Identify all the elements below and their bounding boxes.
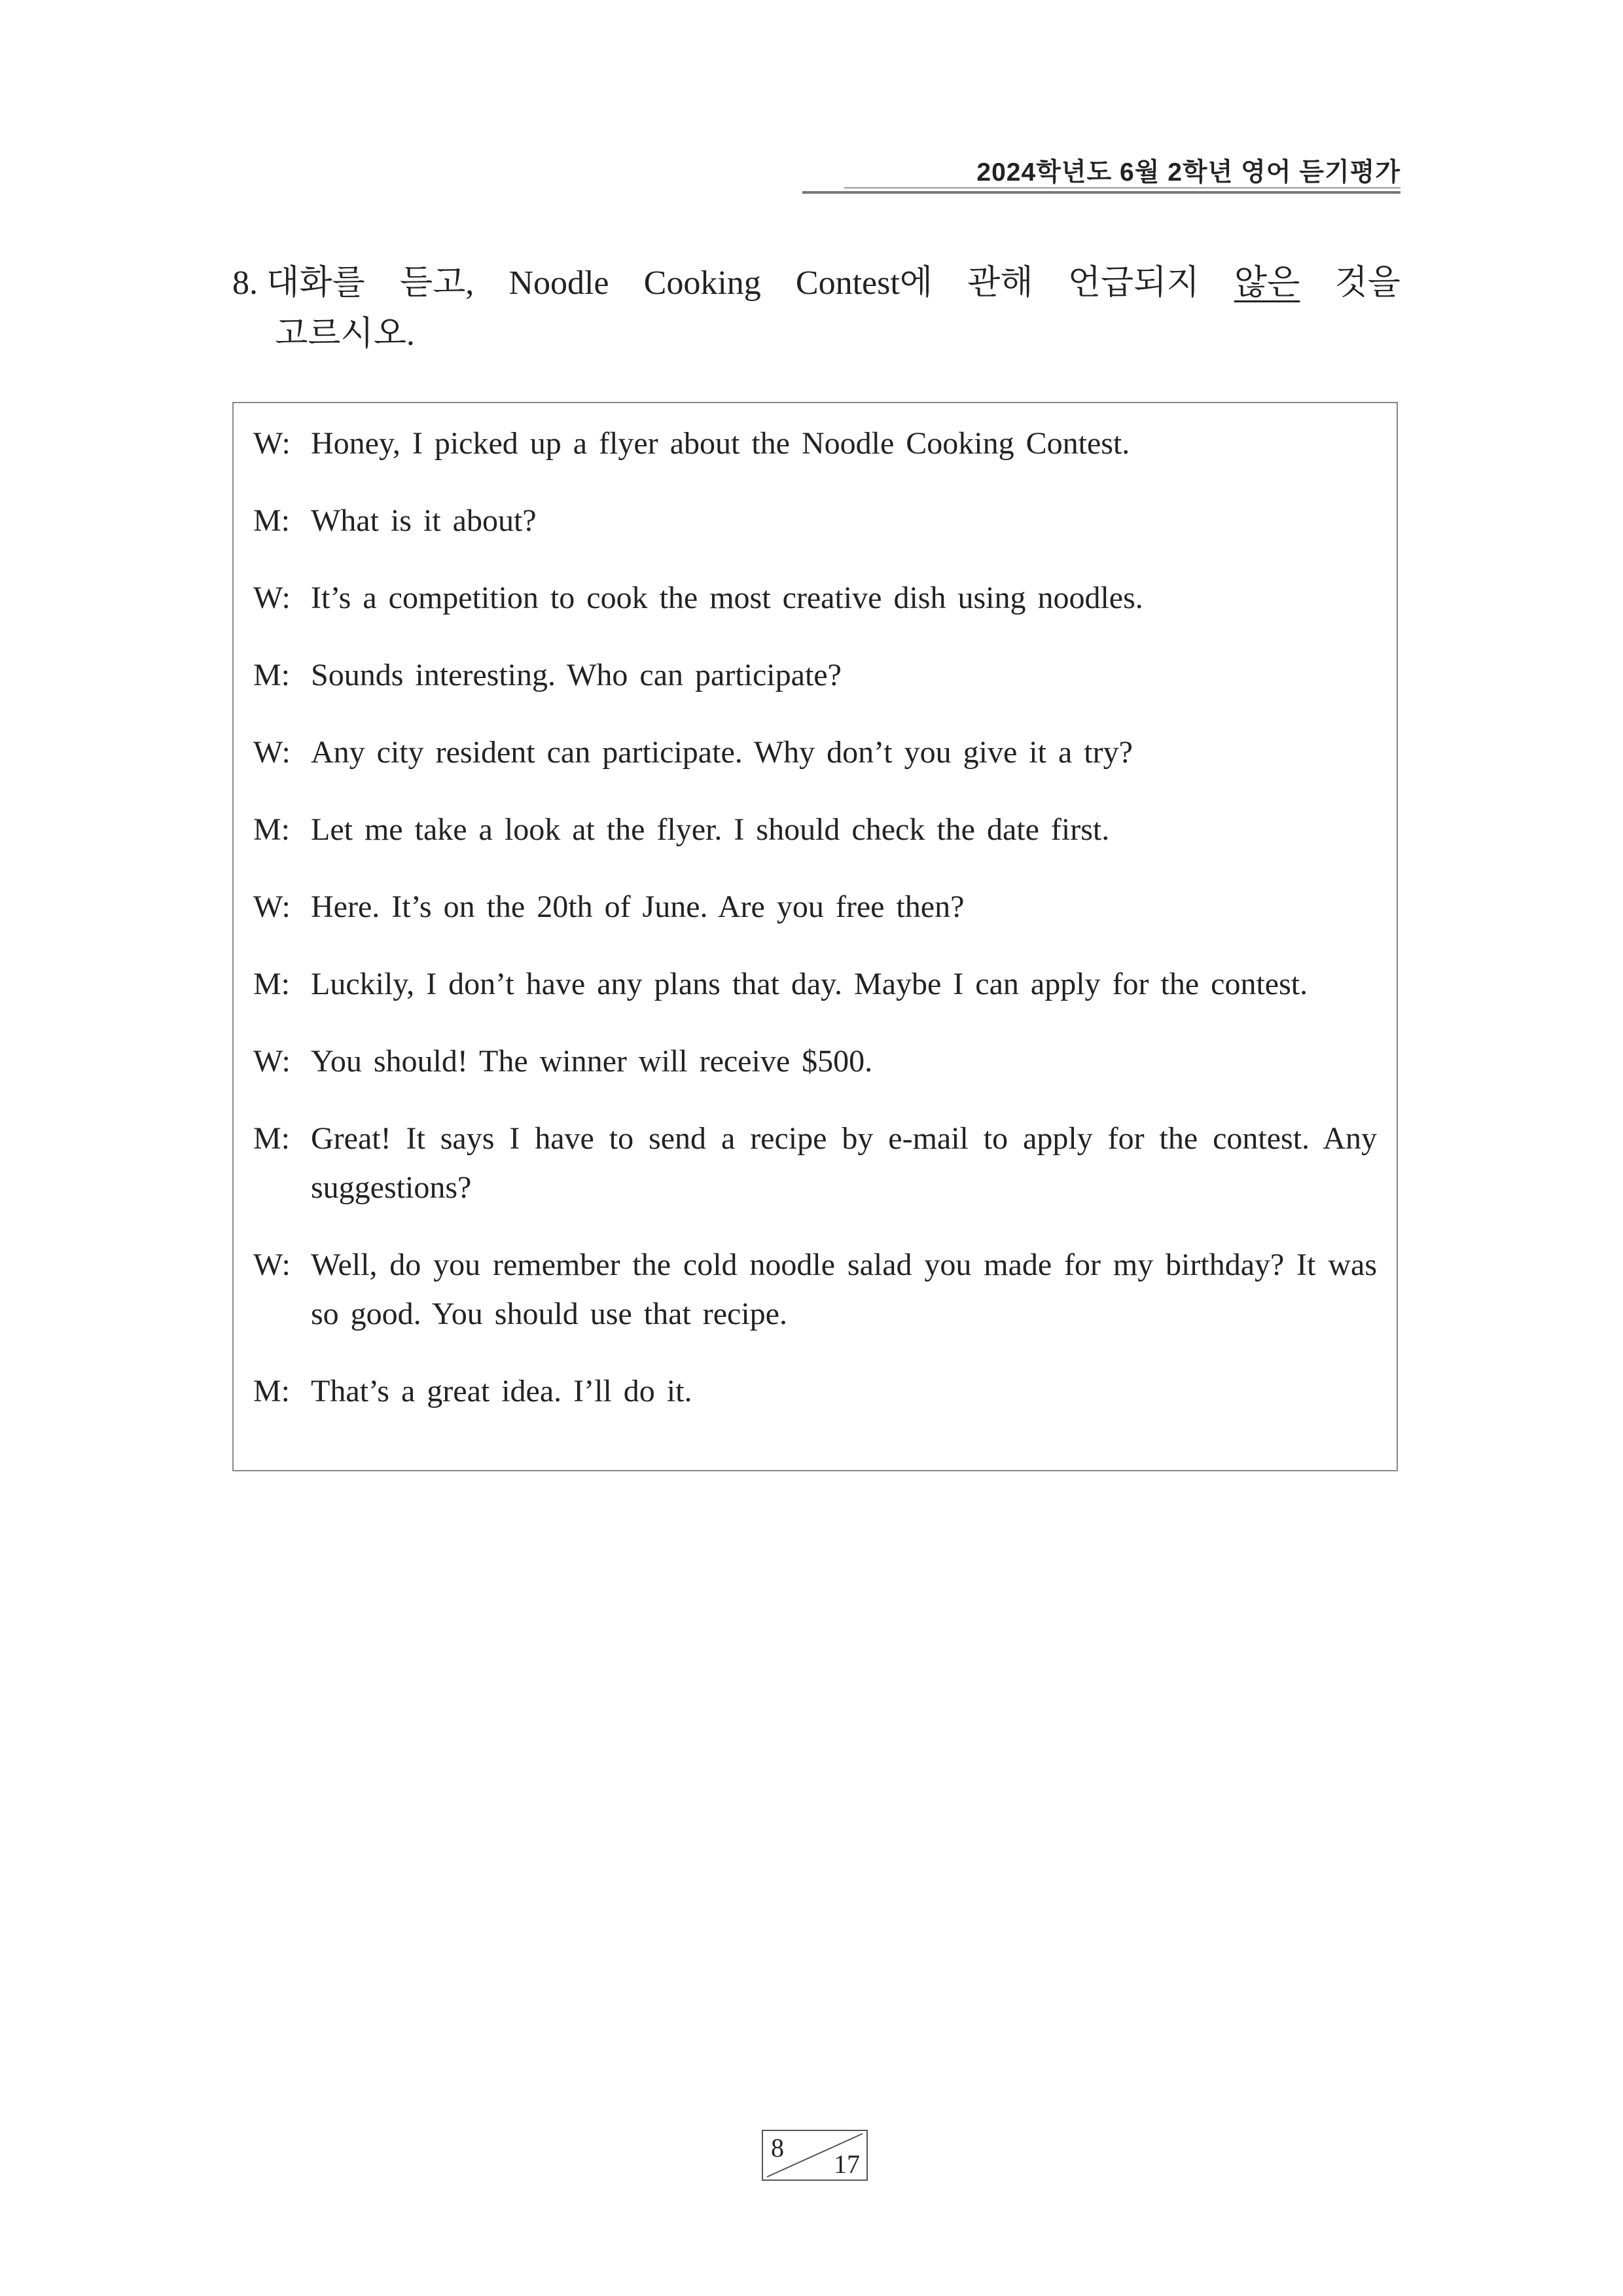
prompt-word: 듣고, xyxy=(399,264,474,302)
speaker-label: M: xyxy=(253,812,291,847)
speaker-label: W: xyxy=(253,735,291,770)
question-number-and-start xyxy=(232,258,365,309)
utterance-text: It’s a competition to cook the most creative dish using noodles. xyxy=(311,581,1143,615)
utterance-text: What is it about? xyxy=(311,503,537,538)
speaker-label: W: xyxy=(253,889,291,924)
current-page-number: 8 xyxy=(771,2133,784,2162)
dialogue-turn xyxy=(253,1240,1377,1338)
utterance-text: Honey, I picked up a flyer about the Noodle Cooking Contest. xyxy=(311,426,1130,461)
dialogue-turn xyxy=(253,960,1377,1009)
utterance-text: Any city resident can participate. Why don’t you give it a try? xyxy=(311,735,1133,770)
speaker-label: M: xyxy=(253,503,291,538)
prompt-word: Contest에 xyxy=(795,264,933,302)
utterance-text: That’s a great idea. I’ll do it. xyxy=(311,1374,692,1408)
utterance-text: Here. It’s on the 20th of June. Are you free then? xyxy=(311,889,965,924)
dialogue-turn xyxy=(253,728,1377,777)
question-line-1 xyxy=(232,258,1400,309)
utterance-text: Well, do you remember the cold noodle salad you made for my birthday? It was so good. You should use that recipe. xyxy=(311,1247,1377,1331)
prompt-word: 것을 xyxy=(1334,264,1400,302)
speaker-label: M: xyxy=(253,1121,291,1156)
page-number-box xyxy=(762,2130,868,2181)
utterance-text: Let me take a look at the flyer. I should check the date first. xyxy=(311,812,1110,847)
dialogue-turn xyxy=(253,419,1377,468)
speaker-label: M: xyxy=(253,1374,291,1408)
speaker-label: M: xyxy=(253,658,291,692)
utterance-text: Luckily, I don’t have any plans that day. Maybe I can apply for the contest. xyxy=(311,967,1308,1001)
exam-title: 2024학년도 6월 2학년 영어 듣기평가 xyxy=(976,158,1400,187)
dialogue-script-box xyxy=(232,402,1398,1471)
speaker-label: M: xyxy=(253,967,291,1001)
speaker-label: W: xyxy=(253,1247,291,1282)
prompt-word: Cooking xyxy=(643,264,761,302)
prompt-underlined-word: 않은 xyxy=(1234,264,1300,302)
speaker-label: W: xyxy=(253,426,291,461)
question-line-2: 고르시오. xyxy=(275,315,415,353)
dialogue-turn xyxy=(253,1114,1377,1212)
total-pages-number: 17 xyxy=(834,2149,860,2179)
utterance-text: You should! The winner will receive $500. xyxy=(311,1044,873,1079)
question-prompt xyxy=(232,258,1400,360)
page-header xyxy=(802,145,1400,199)
dialogue-turn xyxy=(253,805,1377,854)
header-divider-thin xyxy=(844,187,1400,188)
prompt-word: Noodle xyxy=(508,264,609,302)
prompt-word: 대화를 xyxy=(266,264,365,302)
prompt-word: 언급되지 xyxy=(1067,264,1200,302)
dialogue-turn xyxy=(253,1037,1377,1086)
question-number: 8. xyxy=(232,264,258,302)
dialogue-turn xyxy=(253,573,1377,622)
dialogue-turn xyxy=(253,651,1377,700)
utterance-text: Great! It says I have to send a recipe by e-mail to apply for the contest. Any suggestions? xyxy=(311,1121,1377,1205)
dialogue-turn xyxy=(253,496,1377,545)
prompt-word: 관해 xyxy=(967,264,1033,302)
speaker-label: W: xyxy=(253,581,291,615)
dialogue-turn xyxy=(253,1367,1377,1416)
dialogue-turn xyxy=(253,882,1377,931)
utterance-text: Sounds interesting. Who can participate? xyxy=(311,658,842,692)
speaker-label: W: xyxy=(253,1044,291,1079)
header-divider-thick xyxy=(802,191,1400,194)
